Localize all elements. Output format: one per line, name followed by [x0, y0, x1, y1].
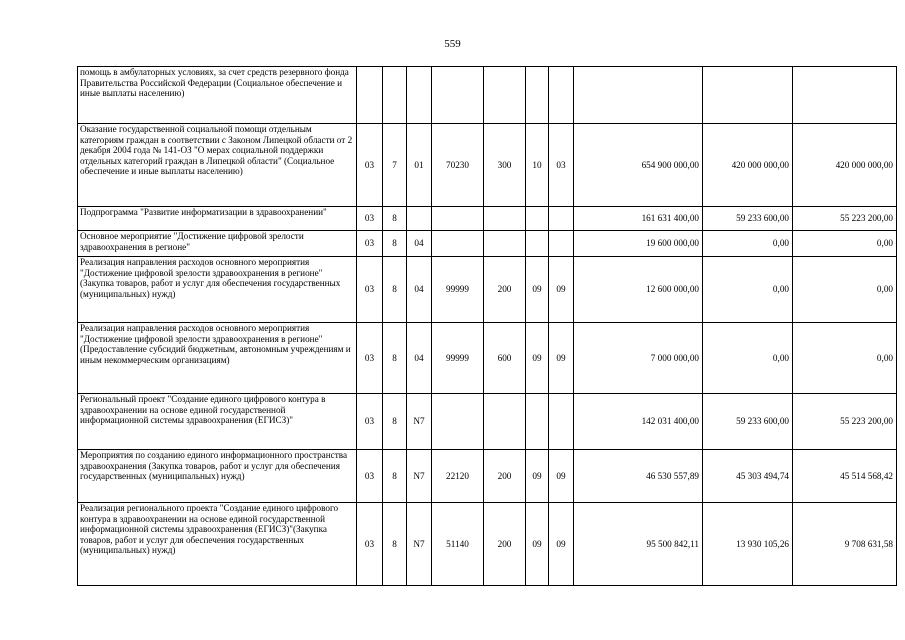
row-name: Мероприятия по созданию единого информационного пространства здравоохранения (Закупка товаров, работ и услуг для обеспечения государственных (муниципальных) нужд) — [78, 450, 357, 503]
cell-code-4: 51140 — [432, 503, 484, 586]
table-row — [78, 231, 897, 257]
cell-amount-1: 142 031 400,00 — [574, 394, 703, 450]
cell-code-2: 8 — [383, 207, 407, 231]
cell-code-5: 200 — [484, 503, 526, 586]
cell-code-3: 04 — [407, 323, 432, 394]
row-name: помощь в амбулаторных условиях, за счет средств резервного фонда Правительства Российской Федерации (Социальное обеспечение и иные выплаты населению) — [78, 67, 357, 124]
cell-code-4 — [432, 394, 484, 450]
cell-code-7: 09 — [549, 257, 574, 323]
cell-code-6: 09 — [526, 323, 549, 394]
cell-amount-2 — [703, 67, 793, 124]
cell-code-7: 03 — [549, 124, 574, 207]
cell-amount-3: 55 223 200,00 — [793, 207, 897, 231]
cell-code-7 — [549, 67, 574, 124]
cell-code-1: 03 — [357, 323, 383, 394]
cell-code-2: 8 — [383, 394, 407, 450]
row-name: Основное мероприятие "Достижение цифровой зрелости здравоохранения в регионе" — [78, 231, 357, 257]
cell-amount-2: 45 303 494,74 — [703, 450, 793, 503]
cell-code-2: 8 — [383, 450, 407, 503]
cell-code-4: 70230 — [432, 124, 484, 207]
table-row — [78, 394, 897, 450]
cell-code-7 — [549, 231, 574, 257]
table-row — [78, 207, 897, 231]
cell-amount-1: 19 600 000,00 — [574, 231, 703, 257]
row-name: Региональный проект "Создание единого цифрового контура в здравоохранении на основе единой государственной информационной системы здравоохранения (ЕГИСЗ)" — [78, 394, 357, 450]
cell-code-5: 300 — [484, 124, 526, 207]
cell-code-3: 01 — [407, 124, 432, 207]
cell-code-5: 200 — [484, 450, 526, 503]
cell-code-6: 09 — [526, 257, 549, 323]
cell-amount-1: 95 500 842,11 — [574, 503, 703, 586]
cell-code-5 — [484, 207, 526, 231]
cell-amount-1: 46 530 557,89 — [574, 450, 703, 503]
cell-code-3: N7 — [407, 394, 432, 450]
cell-amount-2: 0,00 — [703, 231, 793, 257]
cell-amount-2: 59 233 600,00 — [703, 207, 793, 231]
cell-code-1: 03 — [357, 257, 383, 323]
cell-code-2: 8 — [383, 323, 407, 394]
cell-amount-3: 55 223 200,00 — [793, 394, 897, 450]
cell-code-5 — [484, 67, 526, 124]
cell-code-3 — [407, 67, 432, 124]
cell-code-2: 8 — [383, 257, 407, 323]
cell-code-3: N7 — [407, 503, 432, 586]
cell-code-6 — [526, 394, 549, 450]
cell-code-7: 09 — [549, 323, 574, 394]
cell-amount-1: 7 000 000,00 — [574, 323, 703, 394]
cell-code-3: 04 — [407, 231, 432, 257]
cell-amount-1 — [574, 67, 703, 124]
cell-code-1: 03 — [357, 231, 383, 257]
cell-code-4 — [432, 67, 484, 124]
cell-code-4: 22120 — [432, 450, 484, 503]
cell-code-1: 03 — [357, 450, 383, 503]
cell-code-1: 03 — [357, 503, 383, 586]
cell-amount-3: 420 000 000,00 — [793, 124, 897, 207]
table-row — [78, 503, 897, 586]
cell-code-6: 09 — [526, 450, 549, 503]
cell-code-4: 99999 — [432, 257, 484, 323]
cell-code-2: 8 — [383, 231, 407, 257]
cell-code-6 — [526, 207, 549, 231]
cell-code-6 — [526, 67, 549, 124]
table-row — [78, 67, 897, 124]
cell-code-1: 03 — [357, 124, 383, 207]
cell-amount-2: 59 233 600,00 — [703, 394, 793, 450]
cell-code-3 — [407, 207, 432, 231]
cell-code-2: 8 — [383, 503, 407, 586]
table-row — [78, 257, 897, 323]
cell-amount-1: 12 600 000,00 — [574, 257, 703, 323]
cell-amount-3 — [793, 67, 897, 124]
cell-amount-2: 420 000 000,00 — [703, 124, 793, 207]
cell-code-4 — [432, 231, 484, 257]
row-name: Реализация направления расходов основного мероприятия "Достижение цифровой зрелости здравоохранения в регионе" (Предоставление субсидий бюджетным, автономным учреждениям и иным некоммерческим организациям) — [78, 323, 357, 394]
cell-amount-1: 161 631 400,00 — [574, 207, 703, 231]
cell-amount-2: 0,00 — [703, 323, 793, 394]
row-name: Реализация регионального проекта "Создание единого цифрового контура в здравоохранении на основе единой государственной информационной системы здравоохранения (ЕГИСЗ)"(Закупка товаров, работ и услуг для обеспечения государственных (муниципальных) нужд) — [78, 503, 357, 586]
cell-code-3: N7 — [407, 450, 432, 503]
cell-amount-3: 45 514 568,42 — [793, 450, 897, 503]
row-name: Оказание государственной социальной помощи отдельным категориям граждан в соответствии с Законом Липецкой области от 2 декабря 2004 года № 141-ОЗ "О мерах социальной поддержки отдельных категорий граждан в Липецкой области" (Социальное обеспечение и иные выплаты населению) — [78, 124, 357, 207]
cell-code-2 — [383, 67, 407, 124]
cell-code-4 — [432, 207, 484, 231]
cell-amount-2: 13 930 105,26 — [703, 503, 793, 586]
budget-table — [77, 66, 897, 586]
cell-amount-3: 0,00 — [793, 257, 897, 323]
cell-code-7: 09 — [549, 503, 574, 586]
cell-code-7: 09 — [549, 450, 574, 503]
cell-amount-2: 0,00 — [703, 257, 793, 323]
table-row — [78, 450, 897, 503]
cell-code-7 — [549, 207, 574, 231]
cell-code-1 — [357, 67, 383, 124]
cell-code-6: 10 — [526, 124, 549, 207]
cell-code-2: 7 — [383, 124, 407, 207]
cell-code-6 — [526, 231, 549, 257]
table-row — [78, 124, 897, 207]
row-name: Подпрограмма "Развитие информатизации в здравоохранении" — [78, 207, 357, 231]
cell-code-5 — [484, 394, 526, 450]
page-number: 559 — [444, 38, 461, 50]
cell-code-6: 09 — [526, 503, 549, 586]
cell-code-5: 600 — [484, 323, 526, 394]
cell-code-7 — [549, 394, 574, 450]
cell-code-4: 99999 — [432, 323, 484, 394]
cell-code-5 — [484, 231, 526, 257]
row-name: Реализация направления расходов основного мероприятия "Достижение цифровой зрелости здравоохранения в регионе" (Закупка товаров, работ и услуг для обеспечения государственных (муниципальных) нужд) — [78, 257, 357, 323]
cell-amount-3: 0,00 — [793, 231, 897, 257]
cell-code-1: 03 — [357, 207, 383, 231]
cell-code-1: 03 — [357, 394, 383, 450]
cell-code-3: 04 — [407, 257, 432, 323]
cell-code-5: 200 — [484, 257, 526, 323]
cell-amount-1: 654 900 000,00 — [574, 124, 703, 207]
cell-amount-3: 9 708 631,58 — [793, 503, 897, 586]
cell-amount-3: 0,00 — [793, 323, 897, 394]
table-row — [78, 323, 897, 394]
